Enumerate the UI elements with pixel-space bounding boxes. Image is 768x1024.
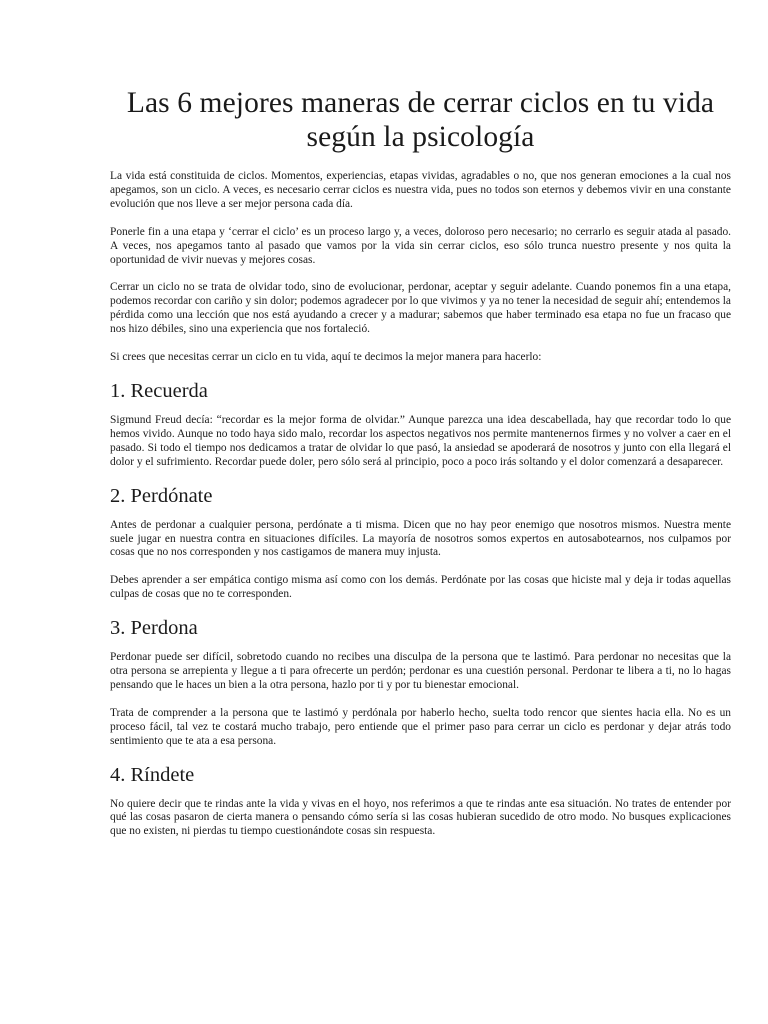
section-perdonate (110, 484, 731, 603)
section-perdona (110, 616, 731, 748)
section-paragraph: No quiere decir que te rindas ante la vida y vivas en el hoyo, nos referimos a que te rindas ante esa situación. No trates de entender por qué las cosas pasaron de cierta manera o pensando cómo sería si las cosas hubieran sucedido de otro modo. No busques explicaciones que no existen, ni pierdas tu tiempo cuestionándote cosas sin respuesta. (110, 797, 731, 838)
intro-section (110, 170, 731, 365)
section-paragraph: Perdonar puede ser difícil, sobretodo cuando no recibes una disculpa de la persona que te lastimó. Para perdonar no necesitas que la otra persona se arrepienta y llegue a ti para ofrecerte un perdón; perdonar es una cuestión personal. Perdonar te libera a ti, no lo hagas pensando que le haces un bien a la otra persona, hazlo por ti y por tu bienestar emocional. (110, 651, 731, 691)
section-paragraph: Sigmund Freud decía: “recordar es la mejor forma de olvidar.” Aunque parezca una idea descabellada, hay que recordar todo lo que hemos vivido. Aunque no todo haya sido malo, recordar los aspectos negativos nos permite mantenernos firmes y no volver a caer en el pasado. Si todo el tiempo nos dedicamos a tratar de olvidar lo que pasó, la ansiedad se apoderará de nosotros y junto con ella llegará el dolor y el sufrimiento. Recordar puede doler, pero sólo será al principio, poco a poco irás soltando y el dolor comenzará a desaparecer. (110, 413, 731, 468)
document-title: Las 6 mejores maneras de cerrar ciclos en tu vida según la psicología (126, 87, 715, 153)
intro-paragraph: Si crees que necesitas cerrar un ciclo en tu vida, aquí te decimos la mejor manera para hacerlo: (110, 351, 542, 364)
section-heading: 1. Recuerda (110, 379, 208, 402)
section-paragraph: Antes de perdonar a cualquier persona, perdónate a ti misma. Dicen que no hay peor enemigo que nosotros mismos. Nuestra mente suele jugar en nuestra contra en situaciones difíciles. La mayoría de nosotros somos expertos en autosabotearnos, nos culpamos por cosas que no nos corresponden y nos castigamos de manera muy injusta. (110, 518, 731, 559)
section-paragraph: Debes aprender a ser empática contigo misma así como con los demás. Perdónate por las cosas que hiciste mal y deja ir todas aquellas culpas de cosas que no te corresponden. (110, 574, 731, 601)
intro-paragraph: La vida está constituida de ciclos. Momentos, experiencias, etapas vividas, agradables o no, que nos generan emociones a la cual nos apegamos, son un ciclo. A veces, es necesario cerrar ciclos es nuestra vida, pues no todos son eternos y debemos vivir en una constante evolución que nos lleve a ser mejor persona cada día. (110, 170, 731, 210)
intro-paragraph: Cerrar un ciclo no se trata de olvidar todo, sino de evolucionar, perdonar, aceptar y seguir adelante. Cuando ponemos fin a una etapa, podemos recordar con cariño y sin dolor; podemos agradecer por lo que vivimos y ya no tener la necesidad de seguir ahí; entendemos la pérdida como una lección que nos está ayudando a crecer y a madurar; sabemos que haber terminado esa etapa no fue un fracaso que nos hizo débiles, sino una experiencia que nos fortaleció. (110, 281, 731, 336)
section-heading: 4. Ríndete (110, 763, 195, 786)
document-page (110, 86, 731, 853)
section-recuerda (110, 379, 731, 470)
section-paragraph: Trata de comprender a la persona que te lastimó y perdónala por haberlo hecho, suelta todo rencor que sientes hacia ella. No es un proceso fácil, tal vez te costará mucho trabajo, pero entiende que el primer paso para cerrar un ciclo es perdonar y dejar atrás todo sentimiento que te ata a esa persona. (110, 706, 731, 747)
section-rindete (110, 763, 731, 840)
intro-paragraph: Ponerle fin a una etapa y ‘cerrar el ciclo’ es un proceso largo y, a veces, doloroso pero necesario; no cerrarlo es seguir atada al pasado. A veces, nos apegamos tanto al pasado que vamos por la vida sin cerrar ciclos, eso sólo trunca nuestro presente y nos quita la oportunidad de vivir nuevas y mejores cosas. (110, 225, 731, 266)
section-heading: 2. Perdónate (110, 484, 213, 507)
section-heading: 3. Perdona (110, 617, 198, 640)
